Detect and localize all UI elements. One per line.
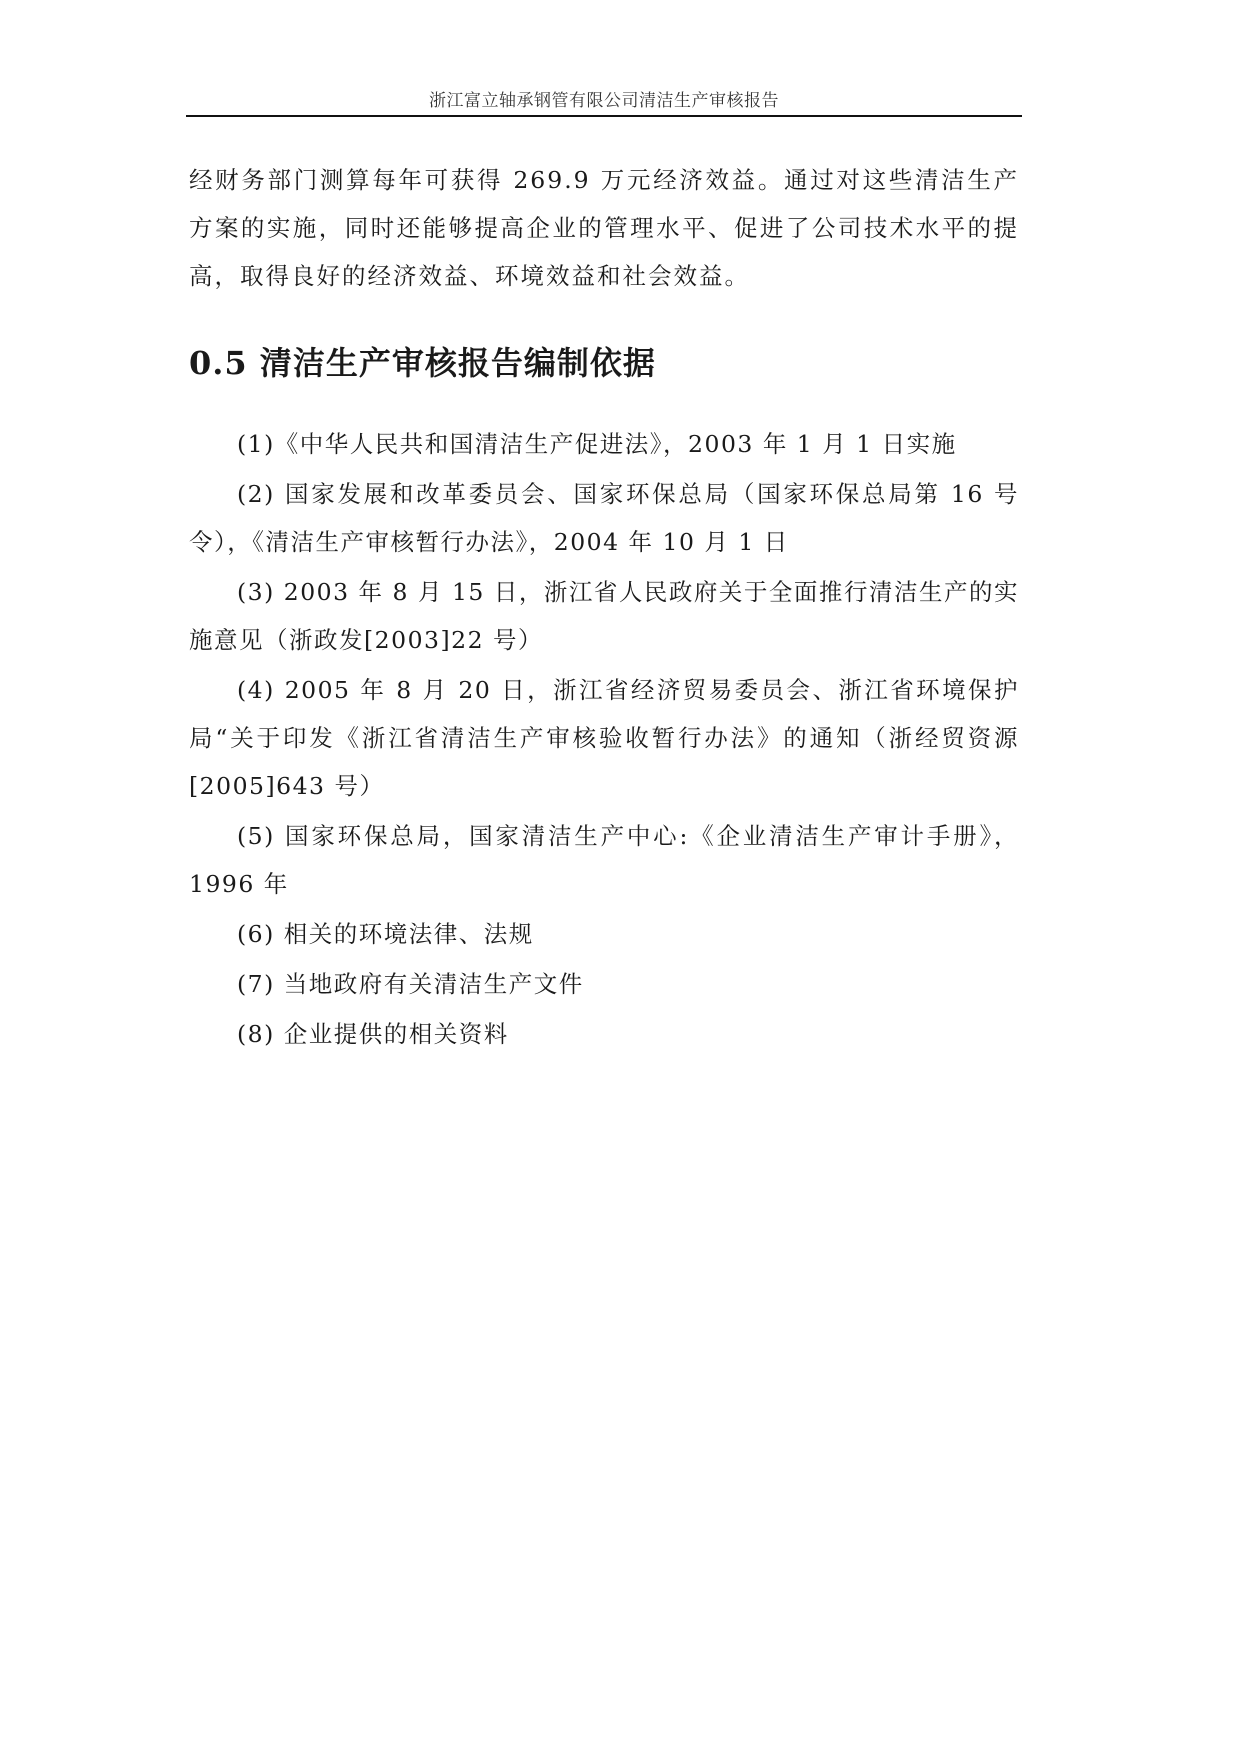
intro-paragraph: 经财务部门测算每年可获得 269.9 万元经济效益。通过对这些清洁生产方案的实施，同时还能够提高企业的管理水平、促进了公司技术水平的提高，取得良好的经济效益、环境效益和社会效益。 [189,166,1019,290]
reference-item-7: (7) 当地政府有关清洁生产文件 [237,970,584,998]
reference-list [189,420,1019,1060]
intro-section [189,156,1019,300]
reference-item-2: (2) 国家发展和改革委员会、国家环保总局（国家环保总局第 16 号令），《清洁生产审核暂行办法》，2004 年 10 月 1 日 [189,480,1019,556]
running-header: 浙江富立轴承钢管有限公司清洁生产审核报告 [429,91,779,111]
reference-item-4: (4) 2005 年 8 月 20 日，浙江省经济贸易委员会、浙江省环境保护局“关于印发《浙江省清洁生产审核验收暂行办法》的通知（浙经贸资源[2005]643 号） [189,676,1019,800]
reference-item-5: (5) 国家环保总局，国家清洁生产中心:《企业清洁生产审计手册》，1996 年 [189,822,1019,898]
section-heading: 0.5 清洁生产审核报告编制依据 [189,344,656,382]
reference-item-1: (1)《中华人民共和国清洁生产促进法》，2003 年 1 月 1 日实施 [237,430,957,458]
header-rule [186,115,1022,117]
reference-item-6: (6) 相关的环境法律、法规 [237,920,534,948]
reference-item-8: (8) 企业提供的相关资料 [237,1020,509,1048]
reference-item-3: (3) 2003 年 8 月 15 日，浙江省人民政府关于全面推行清洁生产的实施意见（浙政发[2003]22 号） [189,578,1019,654]
